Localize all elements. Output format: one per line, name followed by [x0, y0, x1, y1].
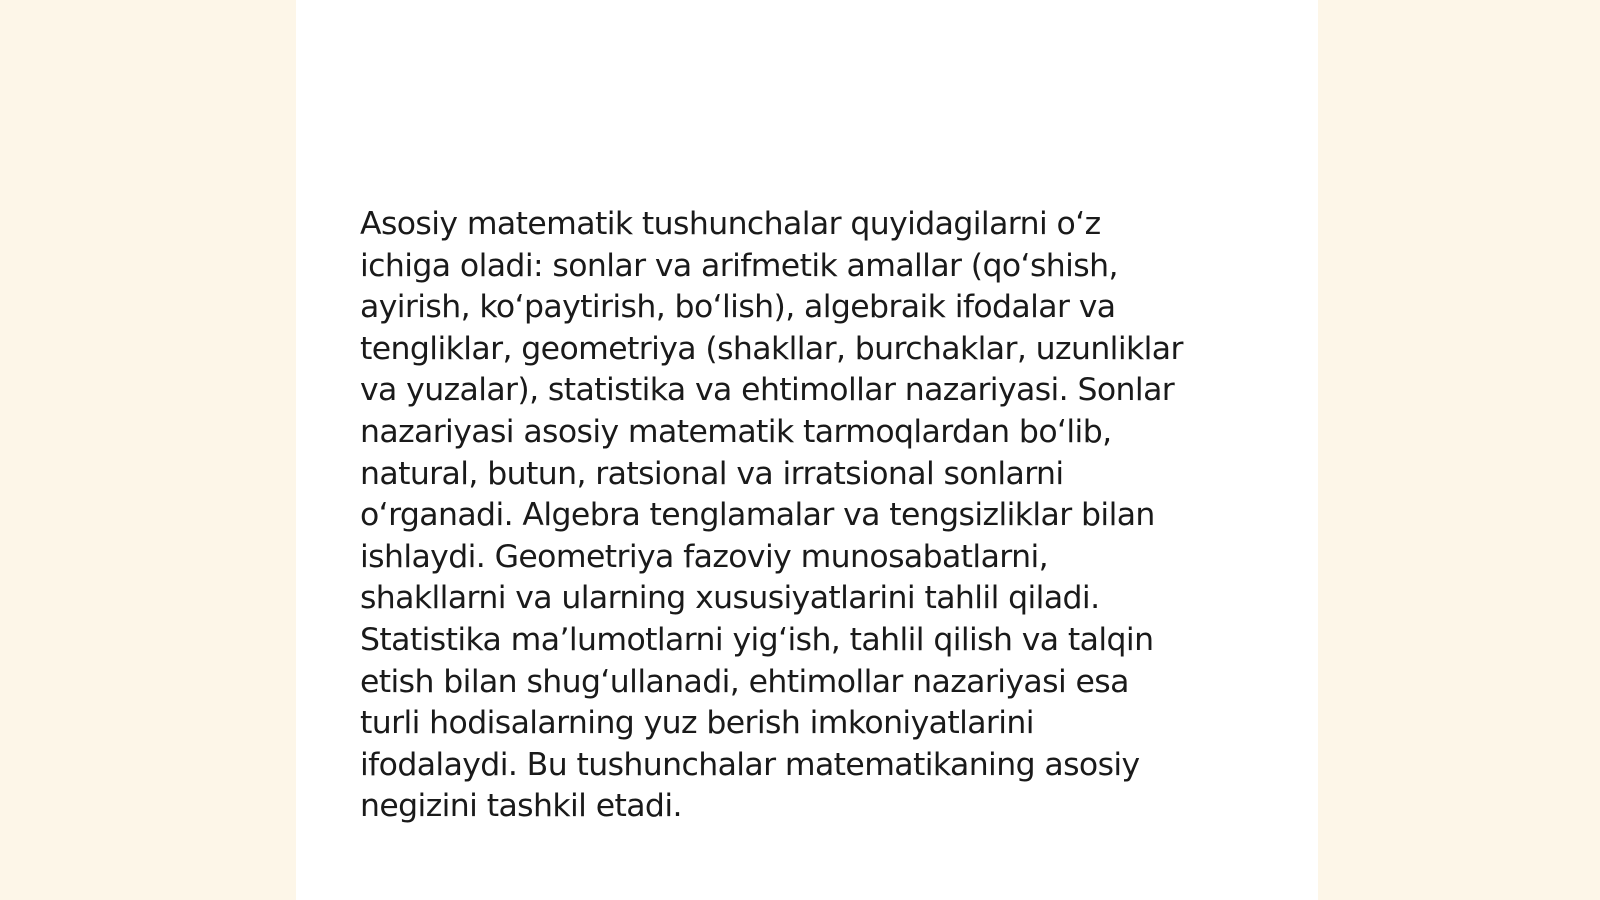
paragraph-line-14: ifodalaydi. Bu tushunchalar matematikaning asosiy	[360, 746, 1140, 783]
paragraph-line-7: natural, butun, ratsional va irratsional sonlarni	[360, 455, 1064, 492]
paragraph-line-13: turli hodisalarning yuz berish imkoniyatlarini	[360, 705, 1034, 742]
document-page	[296, 0, 1318, 900]
paragraph-line-11: Statistika maʼlumotlarni yigʻish, tahlil qilish va talqin	[360, 621, 1154, 658]
paragraph-line-6: nazariyasi asosiy matematik tarmoqlardan boʻlib,	[360, 413, 1112, 450]
body-paragraph	[360, 204, 1230, 828]
paragraph-line-15: negizini tashkil etadi.	[360, 788, 682, 825]
paragraph-line-12: etish bilan shugʻullanadi, ehtimollar nazariyasi esa	[360, 663, 1129, 700]
paragraph-line-5: va yuzalar), statistika va ehtimollar nazariyasi. Sonlar	[360, 372, 1175, 409]
paragraph-line-1: Asosiy matematik tushunchalar quyidagilarni oʻz	[360, 206, 1101, 242]
paragraph-line-9: ishlaydi. Geometriya fazoviy munosabatlarni,	[360, 538, 1049, 575]
paragraph-line-3: ayirish, koʻpaytirish, boʻlish), algebraik ifodalar va	[360, 289, 1116, 326]
paragraph-line-8: oʻrganadi. Algebra tenglamalar va tengsizliklar bilan	[360, 497, 1155, 534]
paragraph-line-2: ichiga oladi: sonlar va arifmetik amallar (qoʻshish,	[360, 247, 1118, 284]
paragraph-line-10: shakllarni va ularning xususiyatlarini tahlil qiladi.	[360, 580, 1100, 617]
paragraph-line-4: tengliklar, geometriya (shakllar, burchaklar, uzunliklar	[360, 330, 1183, 367]
